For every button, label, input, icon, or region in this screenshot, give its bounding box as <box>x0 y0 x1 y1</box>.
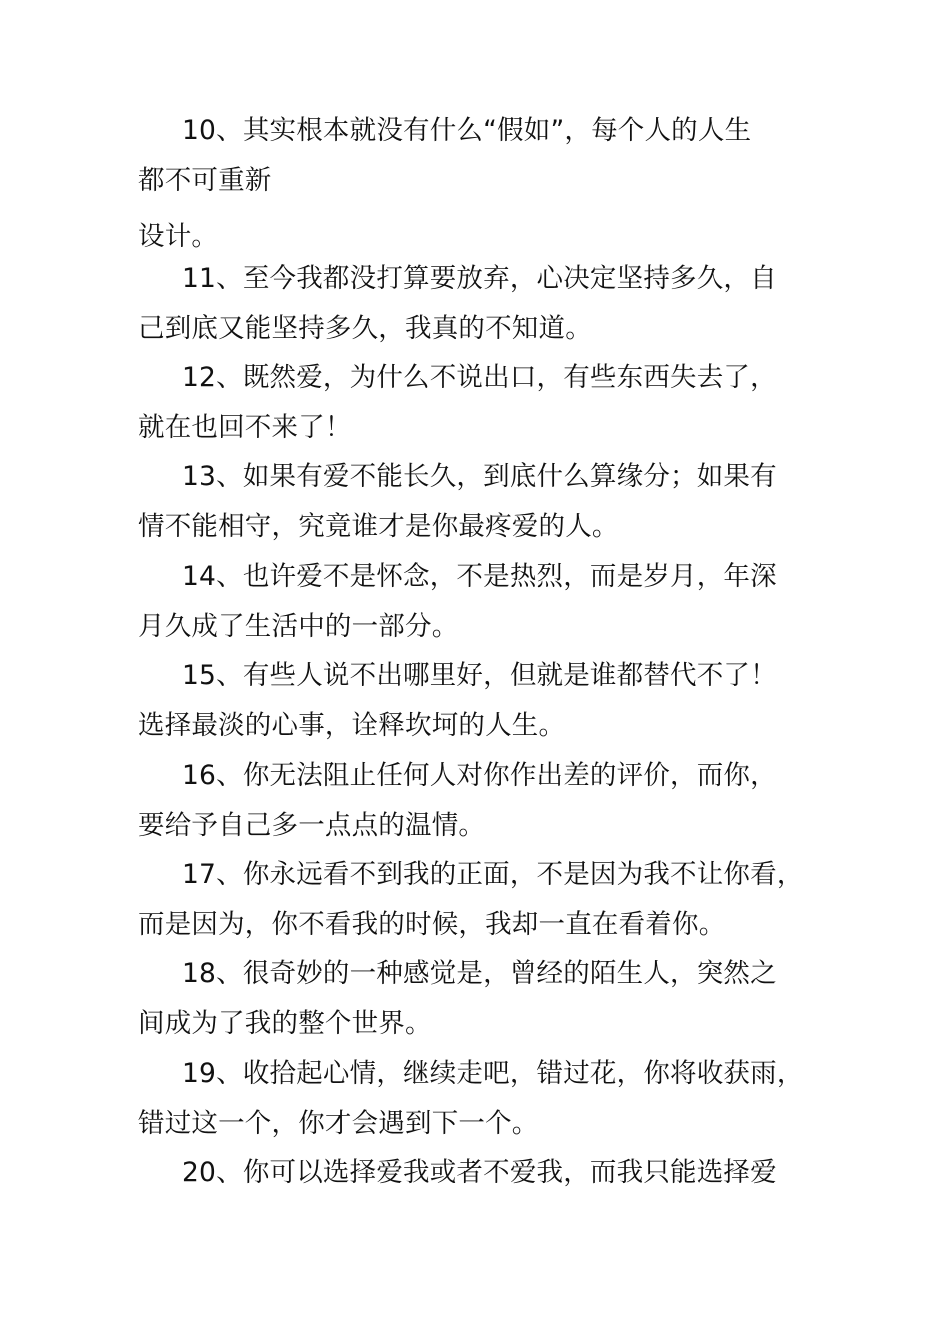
text-line: 14、也许爱不是怀念，不是热烈，而是岁月，年深 <box>182 561 777 592</box>
text-line: 间成为了我的整个世界。 <box>138 1008 432 1039</box>
text-line: 10、其实根本就没有什么“假如”，每个人的人生 <box>182 115 752 146</box>
text-line: 己到底又能坚持多久，我真的不知道。 <box>138 313 592 344</box>
text-line: 15、有些人说不出哪里好，但就是谁都替代不了！ <box>182 660 777 691</box>
text-line: 选择最淡的心事，诠释坎坷的人生。 <box>138 710 566 741</box>
text-line: 11、至今我都没打算要放弃，心决定坚持多久，自 <box>182 263 777 294</box>
text-line: 而是因为，你不看我的时候，我却一直在看着你。 <box>138 909 726 940</box>
text-line: 19、收拾起心情，继续走吧，错过花，你将收获雨， <box>182 1058 804 1089</box>
text-line: 12、既然爱，为什么不说出口，有些东西失去了， <box>182 362 777 393</box>
text-line: 13、如果有爱不能长久，到底什么算缘分；如果有 <box>182 461 777 492</box>
text-line: 17、你永远看不到我的正面，不是因为我不让你看， <box>182 859 804 890</box>
text-line: 就在也回不来了！ <box>138 412 352 443</box>
text-line: 20、你可以选择爱我或者不爱我，而我只能选择爱 <box>182 1157 777 1188</box>
text-line: 18、很奇妙的一种感觉是，曾经的陌生人，突然之 <box>182 958 777 989</box>
text-line: 月久成了生活中的一部分。 <box>138 611 459 642</box>
text-line: 都不可重新 <box>138 165 272 196</box>
text-line: 设计。 <box>138 221 219 252</box>
text-line: 要给予自己多一点点的温情。 <box>138 810 486 841</box>
text-line: 情不能相守，究竟谁才是你最疼爱的人。 <box>138 511 619 542</box>
text-line: 16、你无法阻止任何人对你作出差的评价，而你， <box>182 760 777 791</box>
text-line: 错过这一个，你才会遇到下一个。 <box>138 1108 539 1139</box>
